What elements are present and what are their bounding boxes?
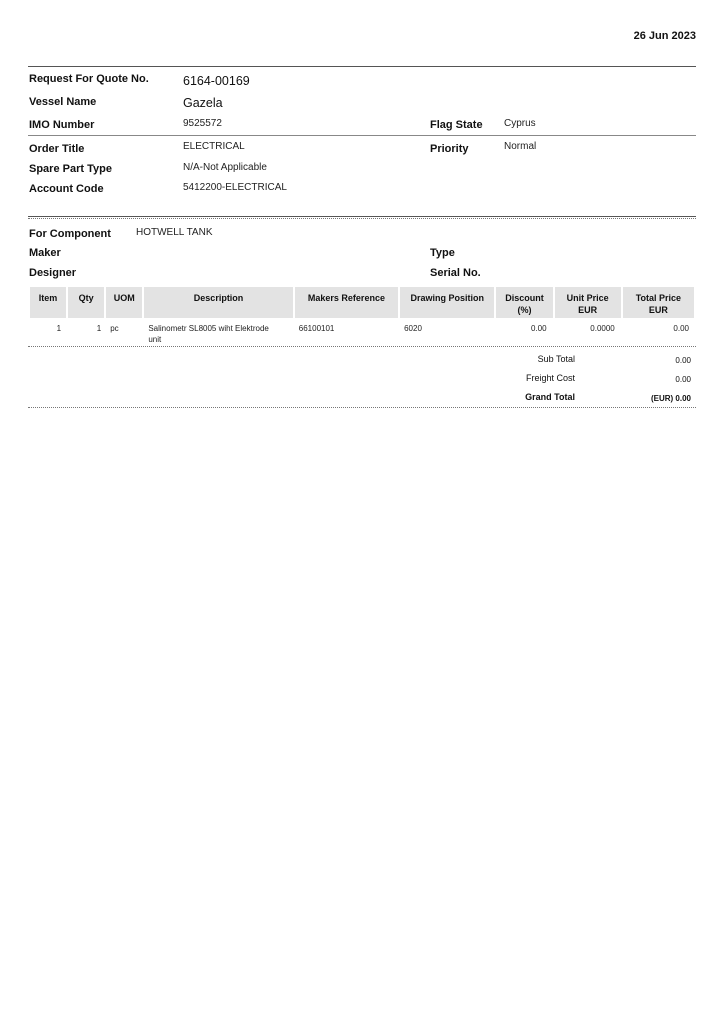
account-code-label: Account Code xyxy=(29,183,104,195)
freight-cost-label: Freight Cost xyxy=(525,373,575,383)
for-component-label: For Component xyxy=(29,228,111,240)
priority-label: Priority xyxy=(430,143,469,155)
col-header-qty: Qty xyxy=(68,287,104,318)
header-mid-rule xyxy=(28,135,696,136)
imo-number-label: IMO Number xyxy=(29,119,95,131)
designer-label: Designer xyxy=(29,267,77,279)
serial-no-label: Serial No. xyxy=(430,267,481,279)
flag-state-value: Cyprus xyxy=(504,118,536,129)
rfq-value: 6164-00169 xyxy=(183,74,250,88)
col-header-makers-reference: Makers Reference xyxy=(295,287,398,318)
table-row xyxy=(30,318,694,349)
sub-total-label: Sub Total xyxy=(537,354,575,364)
cell-unit-price: 0.0000 xyxy=(590,324,615,333)
cell-drawing-position: 6020 xyxy=(404,324,422,333)
table-header-row xyxy=(30,287,694,318)
imo-number-value: 9525572 xyxy=(183,118,222,129)
vessel-name-value: Gazela xyxy=(183,96,223,110)
rfq-label: Request For Quote No. xyxy=(29,73,149,85)
cell-discount: 0.00 xyxy=(530,324,547,333)
order-title-label: Order Title xyxy=(29,143,85,155)
component-top-rule xyxy=(28,216,696,217)
cell-item: 1 xyxy=(56,324,62,333)
vessel-name-label: Vessel Name xyxy=(29,96,97,108)
cell-total-price: 0.00 xyxy=(673,324,689,333)
grand-total-label: Grand Total xyxy=(525,392,575,402)
totals-bottom-dotted-rule xyxy=(28,407,696,408)
cell-qty: 1 xyxy=(96,324,102,333)
spare-part-type-label: Spare Part Type xyxy=(29,163,112,175)
table-bottom-dotted-rule xyxy=(28,346,696,347)
grand-total-value: (EUR) 0.00 xyxy=(650,394,691,403)
maker-label: Maker xyxy=(29,247,61,259)
order-title-value: ELECTRICAL xyxy=(183,141,245,152)
component-top-dotted-rule xyxy=(28,218,696,219)
col-header-item: Item xyxy=(30,287,66,318)
col-header-uom: UOM xyxy=(106,287,142,318)
freight-cost-value: 0.00 xyxy=(675,375,691,384)
document-date: 26 Jun 2023 xyxy=(633,30,696,42)
col-header-drawing-position: Drawing Position xyxy=(400,287,494,318)
for-component-value: HOTWELL TANK xyxy=(136,227,213,238)
col-header-unit-price: Unit Price EUR xyxy=(555,287,621,318)
items-table xyxy=(28,287,696,349)
type-label: Type xyxy=(430,247,455,259)
col-header-discount: Discount (%) xyxy=(496,287,552,318)
flag-state-label: Flag State xyxy=(430,119,483,131)
spare-part-type-value: N/A-Not Applicable xyxy=(183,162,267,173)
cell-description: Salinometr SL8005 wiht Elektrode unit xyxy=(148,324,269,344)
col-header-total-price: Total Price EUR xyxy=(623,287,694,318)
header-top-rule xyxy=(28,66,696,67)
cell-uom: pc xyxy=(110,324,119,333)
sub-total-value: 0.00 xyxy=(675,356,691,365)
cell-makers-reference: 66100101 xyxy=(298,324,335,333)
priority-value: Normal xyxy=(504,141,537,152)
account-code-value: 5412200-ELECTRICAL xyxy=(183,182,287,193)
col-header-description: Description xyxy=(144,287,292,318)
